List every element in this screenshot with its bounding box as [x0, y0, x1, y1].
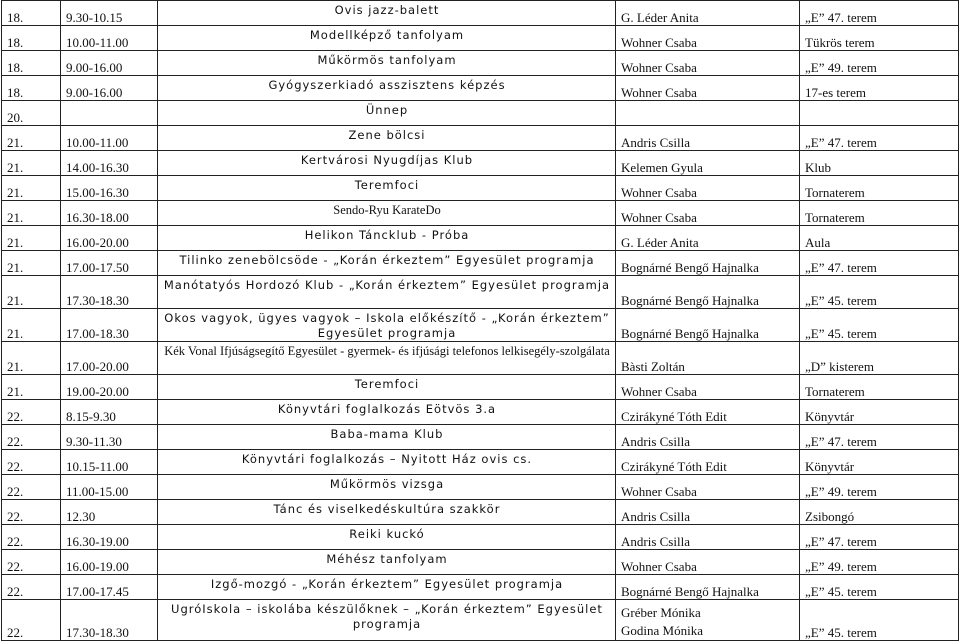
day-cell: 18.: [2, 1, 61, 26]
time-cell: 16.00-19.00: [61, 550, 158, 575]
table-row: [2, 1, 959, 26]
program-cell: Manótatyós Hordozó Klub - „Korán érkeztem” Egyesület programja: [158, 276, 616, 309]
table-row: [2, 309, 959, 342]
table-row: [2, 425, 959, 450]
day-cell: 18.: [2, 26, 61, 51]
time-cell: [61, 101, 158, 126]
room-cell: Tornaterem: [800, 176, 959, 201]
organizer-cell: Wohner Csaba: [616, 76, 800, 101]
table-row: [2, 342, 959, 375]
day-cell: 22.: [2, 425, 61, 450]
table-row: [2, 251, 959, 276]
room-cell: Tornaterem: [800, 375, 959, 400]
table-row: [2, 176, 959, 201]
time-cell: 10.00-11.00: [61, 126, 158, 151]
table-row: [2, 226, 959, 251]
day-cell: 22.: [2, 400, 61, 425]
room-cell: Könyvtár: [800, 450, 959, 475]
day-cell: 22.: [2, 500, 61, 525]
organizer-name: Godina Mónika: [621, 623, 703, 638]
time-cell: 12.30: [61, 500, 158, 525]
time-cell: 9.30-10.15: [61, 1, 158, 26]
program-cell: Műkörmös tanfolyam: [158, 51, 616, 76]
table-row: [2, 475, 959, 500]
table-row: [2, 575, 959, 600]
program-cell: Könyvtári foglalkozás Eötvös 3.a: [158, 400, 616, 425]
time-cell: 11.00-15.00: [61, 475, 158, 500]
organizer-cell: Czirákyné Tóth Edit: [616, 400, 800, 425]
organizer-cell: Andris Csilla: [616, 525, 800, 550]
room-cell: „E” 45. terem: [800, 309, 959, 342]
program-cell: Ovis jazz-balett: [158, 1, 616, 26]
room-cell: „E” 47. terem: [800, 251, 959, 276]
room-cell: „E” 45. terem: [800, 575, 959, 600]
organizer-cell: Wohner Csaba: [616, 475, 800, 500]
program-cell: Tilinko zenebölcsöde - „Korán érkeztem” Egyesület programja: [158, 251, 616, 276]
program-cell: Ünnep: [158, 101, 616, 126]
program-cell: Sendo-Ryu KarateDo: [158, 201, 616, 226]
time-cell: 10.15-11.00: [61, 450, 158, 475]
organizer-cell: Wohner Csaba: [616, 375, 800, 400]
room-cell: Tornaterem: [800, 201, 959, 226]
time-cell: 9.00-16.00: [61, 76, 158, 101]
day-cell: 22.: [2, 575, 61, 600]
program-cell: Helikon Táncklub - Próba: [158, 226, 616, 251]
room-cell: „E” 45. terem: [800, 600, 959, 641]
organizer-cell: Czirákyné Tóth Edit: [616, 450, 800, 475]
program-cell: Baba-mama Klub: [158, 425, 616, 450]
organizer-cell: Wohner Csaba: [616, 51, 800, 76]
organizer-cell: Wohner Csaba: [616, 176, 800, 201]
time-cell: 17.00-20.00: [61, 342, 158, 375]
table-row: [2, 450, 959, 475]
day-cell: 21.: [2, 342, 61, 375]
organizer-cell: Wohner Csaba: [616, 26, 800, 51]
organizer-cell: G. Léder Anita: [616, 1, 800, 26]
time-cell: 17.30-18.30: [61, 276, 158, 309]
organizer-cell: Bàsti Zoltán: [616, 342, 800, 375]
program-cell: UgróIskola – iskolába készülőknek – „Korán érkeztem” Egyesület programja: [158, 600, 616, 641]
table-row: [2, 550, 959, 575]
time-cell: 17.00-18.30: [61, 309, 158, 342]
table-row: [2, 201, 959, 226]
room-cell: 17-es terem: [800, 76, 959, 101]
organizer-cell: Bognárné Bengő Hajnalka: [616, 575, 800, 600]
day-cell: 21.: [2, 126, 61, 151]
room-cell: Könyvtár: [800, 400, 959, 425]
time-cell: 9.30-11.30: [61, 425, 158, 450]
day-cell: 22.: [2, 450, 61, 475]
table-row: [2, 276, 959, 309]
organizer-cell: [616, 101, 800, 126]
day-cell: 22.: [2, 525, 61, 550]
room-cell: „D” kisterem: [800, 342, 959, 375]
program-cell: Teremfoci: [158, 176, 616, 201]
organizer-cell: Bognárné Bengő Hajnalka: [616, 309, 800, 342]
day-cell: 22.: [2, 600, 61, 641]
room-cell: „E” 45. terem: [800, 276, 959, 309]
table-row: [2, 76, 959, 101]
time-cell: 8.15-9.30: [61, 400, 158, 425]
organizer-cell: Wohner Csaba: [616, 550, 800, 575]
day-cell: 20.: [2, 101, 61, 126]
program-cell: Zene bölcsi: [158, 126, 616, 151]
program-cell: Teremfoci: [158, 375, 616, 400]
table-row: [2, 126, 959, 151]
time-cell: 17.00-17.50: [61, 251, 158, 276]
table-row: [2, 101, 959, 126]
room-cell: Tükrös terem: [800, 26, 959, 51]
day-cell: 21.: [2, 176, 61, 201]
room-cell: „E” 47. terem: [800, 126, 959, 151]
time-cell: 16.00-20.00: [61, 226, 158, 251]
day-cell: 18.: [2, 76, 61, 101]
organizer-cell: G. Léder Anita: [616, 226, 800, 251]
time-cell: 9.00-16.00: [61, 51, 158, 76]
program-cell: Gyógyszerkiadó asszisztens képzés: [158, 76, 616, 101]
table-row: [2, 525, 959, 550]
program-cell: Reiki kuckó: [158, 525, 616, 550]
room-cell: „E” 47. terem: [800, 525, 959, 550]
table-row: [2, 151, 959, 176]
room-cell: „E” 49. terem: [800, 475, 959, 500]
table-row: [2, 375, 959, 400]
time-cell: 19.00-20.00: [61, 375, 158, 400]
program-cell: Izgő-mozgó - „Korán érkeztem” Egyesület programja: [158, 575, 616, 600]
table-row: [2, 51, 959, 76]
room-cell: „E” 47. terem: [800, 425, 959, 450]
program-cell: Kék Vonal Ifjúságsegítő Egyesület - gyermek- és ifjúsági telefonos lelkisegély-szolgálata: [158, 342, 616, 375]
day-cell: 21.: [2, 201, 61, 226]
time-cell: 14.00-16.30: [61, 151, 158, 176]
day-cell: 21.: [2, 251, 61, 276]
room-cell: Klub: [800, 151, 959, 176]
organizer-cell: Bognárné Bengő Hajnalka: [616, 276, 800, 309]
program-cell: Műkörmös vizsga: [158, 475, 616, 500]
room-cell: Zsibongó: [800, 500, 959, 525]
organizer-cell: Andris Csilla: [616, 425, 800, 450]
time-cell: 17.00-17.45: [61, 575, 158, 600]
time-cell: 15.00-16.30: [61, 176, 158, 201]
day-cell: 22.: [2, 475, 61, 500]
schedule-table: [1, 0, 959, 641]
organizer-cell: Bognárné Bengő Hajnalka: [616, 251, 800, 276]
organizer-cell: [616, 600, 800, 641]
day-cell: 21.: [2, 375, 61, 400]
time-cell: 16.30-18.00: [61, 201, 158, 226]
table-row: [2, 400, 959, 425]
table-row: [2, 26, 959, 51]
day-cell: 21.: [2, 226, 61, 251]
program-cell: Modellképző tanfolyam: [158, 26, 616, 51]
time-cell: 16.30-19.00: [61, 525, 158, 550]
room-cell: „E” 49. terem: [800, 51, 959, 76]
room-cell: [800, 101, 959, 126]
organizer-cell: Kelemen Gyula: [616, 151, 800, 176]
program-cell: Tánc és viselkedéskultúra szakkör: [158, 500, 616, 525]
room-cell: „E” 47. terem: [800, 1, 959, 26]
table-row: [2, 600, 959, 641]
day-cell: 21.: [2, 276, 61, 309]
program-cell: Okos vagyok, ügyes vagyok – Iskola előkészítő - „Korán érkeztem” Egyesület programja: [158, 309, 616, 342]
organizer-cell: Andris Csilla: [616, 126, 800, 151]
time-cell: 17.30-18.30: [61, 600, 158, 641]
time-cell: 10.00-11.00: [61, 26, 158, 51]
day-cell: 21.: [2, 151, 61, 176]
table-row: [2, 500, 959, 525]
room-cell: „E” 49. terem: [800, 550, 959, 575]
room-cell: Aula: [800, 226, 959, 251]
organizer-name: Gréber Mónika: [621, 605, 701, 620]
organizer-cell: Wohner Csaba: [616, 201, 800, 226]
day-cell: 21.: [2, 309, 61, 342]
program-cell: Kertvárosi Nyugdíjas Klub: [158, 151, 616, 176]
day-cell: 22.: [2, 550, 61, 575]
organizer-cell: Andris Csilla: [616, 500, 800, 525]
program-cell: Könyvtári foglalkozás – Nyitott Ház ovis cs.: [158, 450, 616, 475]
program-cell: Méhész tanfolyam: [158, 550, 616, 575]
day-cell: 18.: [2, 51, 61, 76]
